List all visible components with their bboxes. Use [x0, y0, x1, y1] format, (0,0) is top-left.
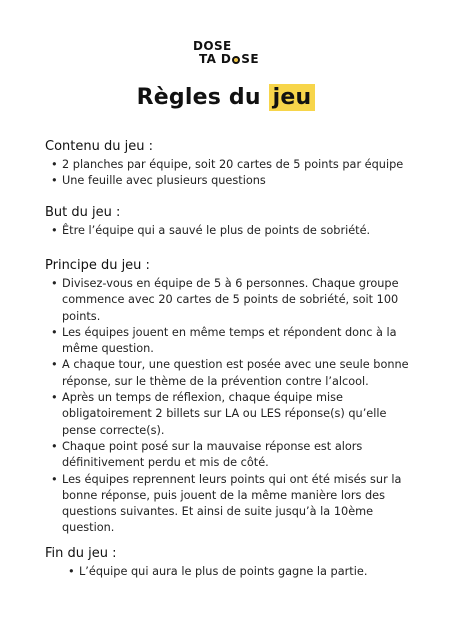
bullet-list	[45, 157, 422, 190]
bullet-list	[45, 564, 422, 580]
section-heading: Principe du jeu :	[45, 258, 150, 273]
section-heading: But du jeu :	[45, 205, 121, 220]
list-item: • Après un temps de réflexion, chaque équipe mise obligatoirement 2 billets sur LA ou LES réponse(s) qu’elle pense correcte(s).	[45, 390, 422, 439]
list-item: • 2 planches par équipe, soit 20 cartes de 5 points par équipe	[45, 157, 422, 173]
section-principe	[45, 258, 422, 537]
bullet-list	[45, 223, 422, 239]
list-item: • A chaque tour, une question est posée avec une seule bonne réponse, sur le thème de la prévention contre l’alcool.	[45, 357, 422, 390]
bullet-list	[45, 276, 422, 537]
list-item: • Être l’équipe qui a sauvé le plus de points de sobriété.	[45, 223, 422, 239]
list-item: • Les équipes reprennent leurs points qui ont été misés sur la bonne réponse, puis jouent de la même manière lors des questions suivantes. Et ainsi de suite jusqu’à la 10ème question.	[45, 472, 422, 537]
list-item: • Les équipes jouent en même temps et répondent donc à la même question.	[45, 325, 422, 358]
section-but	[45, 205, 422, 239]
section-contenu	[45, 139, 422, 190]
logo-line-1: DOSE	[193, 39, 232, 53]
title-highlight: jeu	[269, 84, 316, 111]
section-heading: Fin du jeu :	[45, 546, 117, 561]
brand-logo	[193, 40, 259, 66]
section-heading: Contenu du jeu :	[45, 139, 153, 154]
page-title: Règles du jeu	[0, 85, 452, 110]
list-item: • L’équipe qui aura le plus de points gagne la partie.	[45, 564, 422, 580]
list-item: • Une feuille avec plusieurs questions	[45, 173, 422, 189]
section-fin	[45, 546, 422, 580]
list-item: • Divisez-vous en équipe de 5 à 6 personnes. Chaque groupe commence avec 20 cartes de 5 points de sobriété, soit 100 points.	[45, 276, 422, 325]
logo-line-2: TA D SE	[199, 52, 259, 66]
list-item: • Chaque point posé sur la mauvaise réponse est alors définitivement perdu et mis de côté.	[45, 439, 422, 472]
logo-o-dot-icon	[232, 56, 240, 64]
